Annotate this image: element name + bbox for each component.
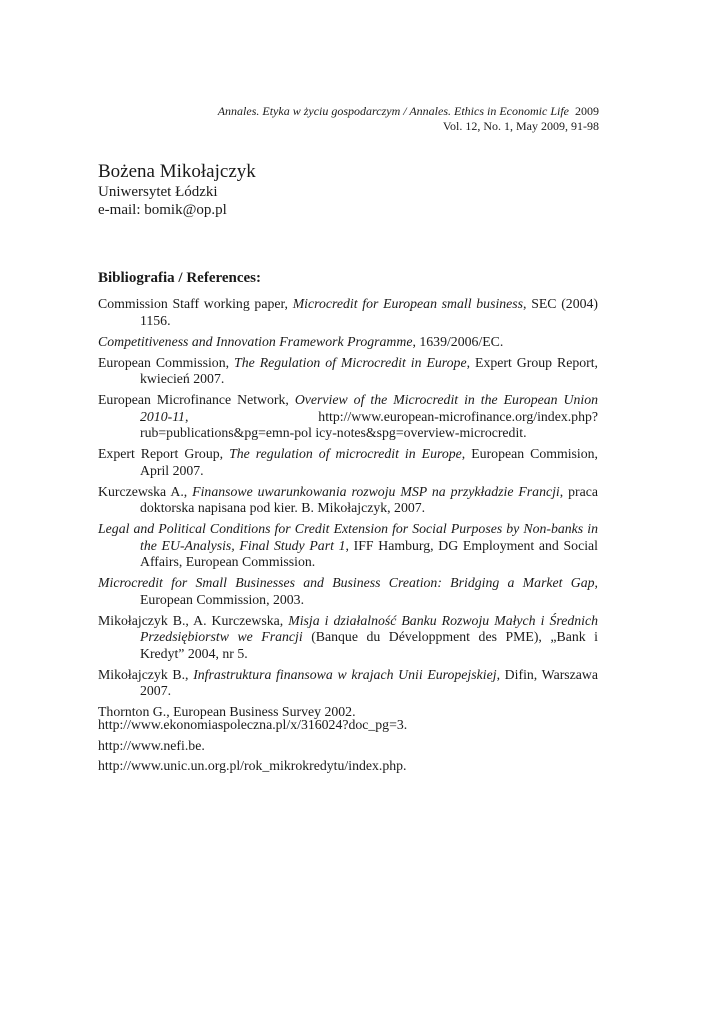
author-affiliation: Uniwersytet Łódzki xyxy=(98,184,218,200)
reference-item xyxy=(98,613,598,663)
reference-title: Competitiveness and Innovation Framework Programme xyxy=(98,333,413,349)
reference-text: , 1639/2006/EC. xyxy=(412,333,504,349)
reference-text: , Expert Group Report, kwiecień 2007. xyxy=(140,354,598,386)
reference-text: Commission Staff working paper, xyxy=(98,296,293,311)
reference-text: Thornton G., European Business Survey 2002. xyxy=(98,704,356,719)
reference-item xyxy=(98,521,598,571)
reference-title: Microcredit for Small Businesses and Business Creation: Bridging a Market Gap xyxy=(98,575,595,590)
reference-text: , European Commission, 2003. xyxy=(140,575,598,607)
reference-item xyxy=(98,484,598,517)
author-email: e-mail: bomik@op.pl xyxy=(98,202,227,218)
reference-item xyxy=(98,575,598,608)
reference-text: , Difin, Warszawa 2007. xyxy=(140,666,599,698)
web-link: http://www.unic.un.org.pl/rok_mikrokredytu/index.php. xyxy=(98,758,407,773)
journal-year: 2009 xyxy=(575,104,599,118)
reference-title: Misja i działalność Banku Rozwoju Małych i Średnich Przedsiębiorstw we Francji xyxy=(140,612,598,644)
reference-title: Infrastruktura finansowa w krajach Unii Europejskiej xyxy=(193,666,497,682)
reference-text: Mikołajczyk B., A. Kurczewska, xyxy=(98,612,289,628)
reference-text: , IFF Hamburg, DG Employment and Social Affairs, European Commission. xyxy=(140,537,598,569)
references-heading: Bibliografia / References: xyxy=(98,270,262,286)
journal-header xyxy=(218,104,599,134)
reference-text: (Banque du Développment des PME), „Bank i Kredyt” 2004, nr 5. xyxy=(140,629,598,661)
reference-title: The Regulation of Microcredit in Europe xyxy=(234,354,467,370)
reference-title: Legal and Political Conditions for Credit Extension for Social Purposes by Non-banks in the EU-Analysis, Final Study Part 1 xyxy=(98,521,598,553)
journal-volume: Vol. 12, No. 1, May 2009, 91-98 xyxy=(442,119,599,133)
reference-text: Mikołajczyk B., xyxy=(98,666,194,682)
reference-title: The regulation of microcredit in Europe xyxy=(229,446,462,461)
reference-item xyxy=(98,392,598,442)
web-links-list xyxy=(98,717,598,779)
reference-text: , SEC (2004) 1156. xyxy=(140,296,598,328)
reference-text: Kurczewska A., xyxy=(98,483,193,499)
reference-title: Finansowe uwarunkowania rozwoju MSP na przykładzie Francji xyxy=(192,483,560,499)
reference-text: European Microfinance Network, xyxy=(98,392,295,407)
reference-text: European Commission, xyxy=(98,354,235,370)
reference-text: , European Commision, April 2007. xyxy=(140,446,598,478)
reference-text: , http://www.european-microfinance.org/index.php?rub=publications&pg=emn-pol icy-notes&spg=overview-microcredit. xyxy=(140,408,598,440)
reference-item xyxy=(98,334,598,351)
web-link: http://www.ekonomiaspoleczna.pl/x/316024?doc_pg=3. xyxy=(98,717,408,732)
reference-item xyxy=(98,446,598,479)
reference-text: , praca doktorska napisana pod kier. B. Mikołajczyk, 2007. xyxy=(140,483,599,515)
reference-title: Overview of the Microcredit in the European Union 2010-11 xyxy=(140,392,599,424)
reference-item xyxy=(98,296,598,329)
reference-title: Microcredit for European small business xyxy=(292,296,524,311)
journal-title-line xyxy=(218,104,599,119)
journal-title: Annales. Etyka w życiu gospodarczym / Annales. Ethics in Economic Life xyxy=(217,104,569,118)
author-block xyxy=(98,160,256,219)
author-name: Bożena Mikołajczyk xyxy=(98,161,256,182)
reference-text: Expert Report Group, xyxy=(98,446,230,461)
reference-item xyxy=(98,355,598,388)
reference-item xyxy=(98,667,598,700)
web-link: http://www.nefi.be. xyxy=(98,737,205,753)
references-list xyxy=(98,296,598,725)
